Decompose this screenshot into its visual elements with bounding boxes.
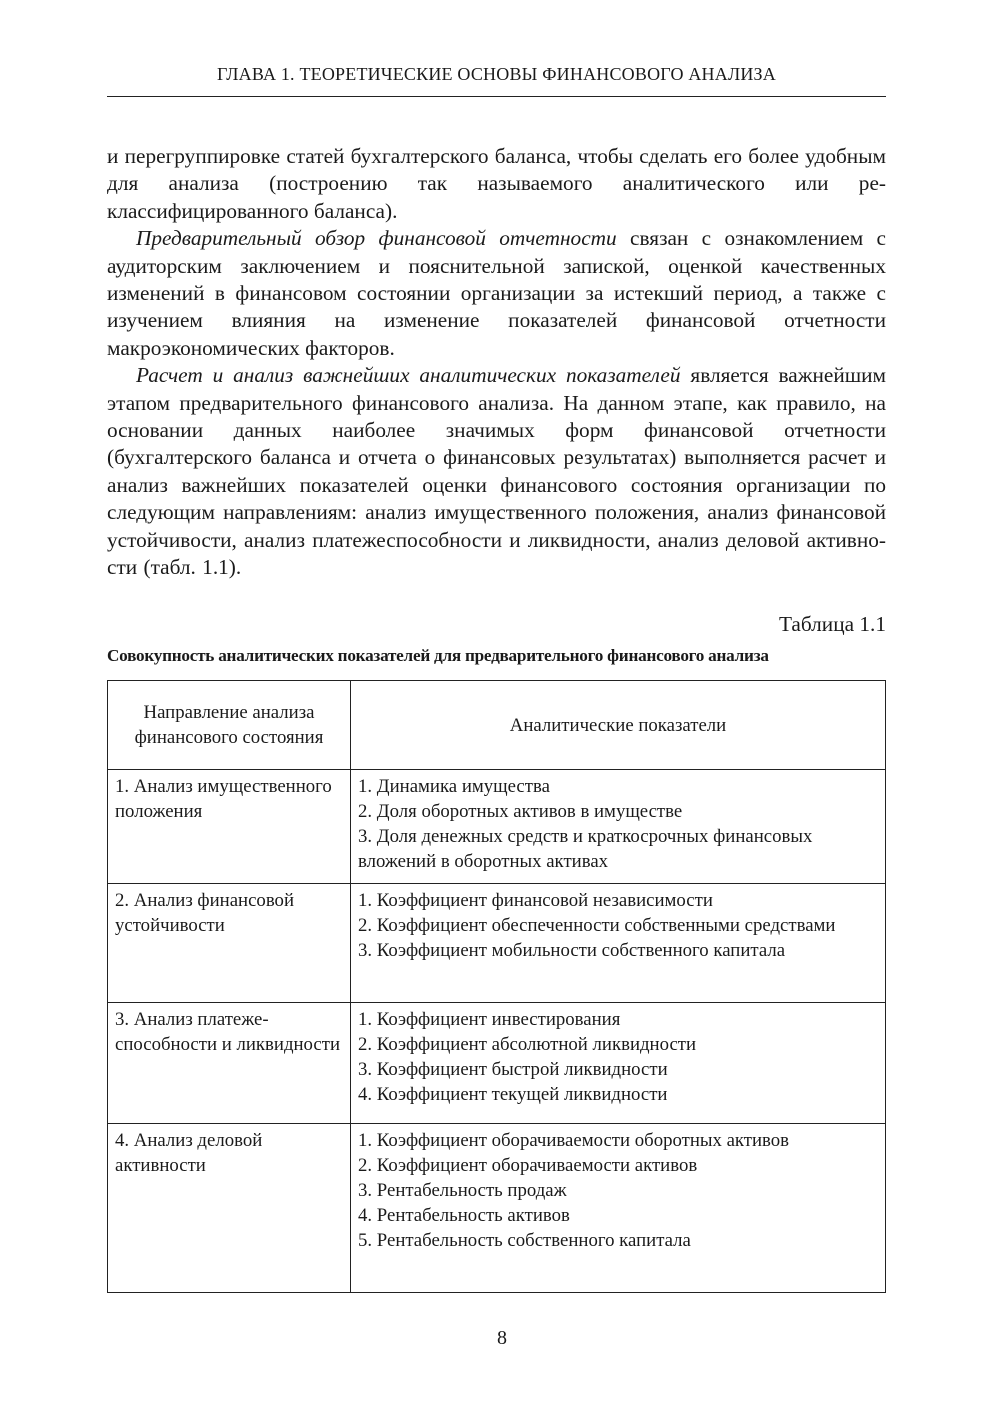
indicator-item: 4. Рентабельность активов (358, 1205, 570, 1226)
indicator-item: 3. Коэффициент быстрой ликвидности (358, 1059, 668, 1080)
indicator-item: 2. Коэффициент оборачиваемости активов (358, 1155, 698, 1176)
body-text (107, 143, 886, 582)
indicator-item: 2. Доля оборотных активов в имуществе (358, 801, 683, 822)
indicator-item: 2. Коэффициент абсолютной ликвидности (358, 1034, 697, 1055)
table-row (108, 770, 886, 884)
paragraph-1 (107, 143, 886, 225)
paragraph-1-text: и перегруппировке статей бухгалтерского баланса, чтобы сделать его более удобным для анализа (построению так называемого аналитического или реклассифицированного баланса). (107, 144, 886, 223)
indicator-item: 3. Доля денежных средств и краткосрочных финансовых вложений в оборотных активах (358, 826, 813, 872)
paragraph-3-italic-lead: Расчет и анализ важнейших аналитических показателей (136, 363, 681, 388)
page-number: 8 (497, 1327, 507, 1349)
paragraph-2-text: связан с ознакомлением с аудиторским заключением и пояснительной запиской, оценкой качественных изменений в финансовом состоянии организации за истекший период, а также с изучением влияния на изменение показателей финансовой отчетности макроэкономических факторов. (107, 226, 886, 360)
indicator-item: 1. Коэффициент оборачиваемости оборотных активов (358, 1130, 790, 1151)
table-row (108, 1003, 886, 1124)
indicators-cell (351, 1124, 886, 1293)
column-header-indicators: Аналитические показатели (351, 681, 886, 770)
header-rule (107, 96, 886, 97)
indicator-item: 2. Коэффициент обеспеченности собственными средствами (358, 915, 836, 936)
indicators-cell (351, 884, 886, 1003)
direction-cell: 3. Анализ платежеспособности и ликвидности (108, 1003, 351, 1124)
indicator-item: 5. Рентабельность собственного капитала (358, 1230, 691, 1251)
indicator-item: 1. Коэффициент инвестирования (358, 1009, 621, 1030)
paragraph-2-italic-lead: Предварительный обзор финансовой отчетности (136, 226, 617, 251)
indicator-item: 3. Коэффициент мобильности собственного капитала (358, 940, 786, 961)
running-head: ГЛАВА 1. ТЕОРЕТИЧЕСКИЕ ОСНОВЫ ФИНАНСОВОГО АНАЛИЗА (217, 64, 776, 84)
table-title: Совокупность аналитических показателей для предварительного финансового анализа (107, 646, 769, 665)
paragraph-3 (107, 362, 886, 581)
paragraph-2 (107, 225, 886, 362)
indicator-item: 4. Коэффициент текущей ликвидности (358, 1084, 668, 1105)
indicator-item: 1. Коэффициент финансовой независимости (358, 890, 713, 911)
table-row (108, 1124, 886, 1293)
direction-cell: 4. Анализ деловой активности (108, 1124, 351, 1293)
paragraph-3-text: является важнейшим этапом предварительного финансового анализа. На данном этапе, как правило, на основании данных наиболее значимых форм финансовой отчетности (бухгалтерского баланса и отчета о финансовых результатах) выполняется расчет и анализ важнейших показателей оценки финансового состояния организации по следующим направлениям: анализ имущественного положения, анализ финансовой устойчивости, анализ платежеспособности и ликвидности, анализ деловой активности (табл. 1.1). (107, 363, 886, 580)
indicators-cell (351, 770, 886, 884)
table-header-row (108, 681, 886, 770)
column-header-direction: Направление анализа финансового состояния (108, 681, 351, 770)
indicators-table (107, 680, 886, 1293)
direction-cell: 1. Анализ имущественного положения (108, 770, 351, 884)
indicator-item: 1. Динамика имущества (358, 776, 550, 797)
indicators-cell (351, 1003, 886, 1124)
table-label: Таблица 1.1 (778, 612, 886, 636)
indicator-item: 3. Рентабельность продаж (358, 1180, 567, 1201)
direction-cell: 2. Анализ финансовой устойчивости (108, 884, 351, 1003)
table-row (108, 884, 886, 1003)
